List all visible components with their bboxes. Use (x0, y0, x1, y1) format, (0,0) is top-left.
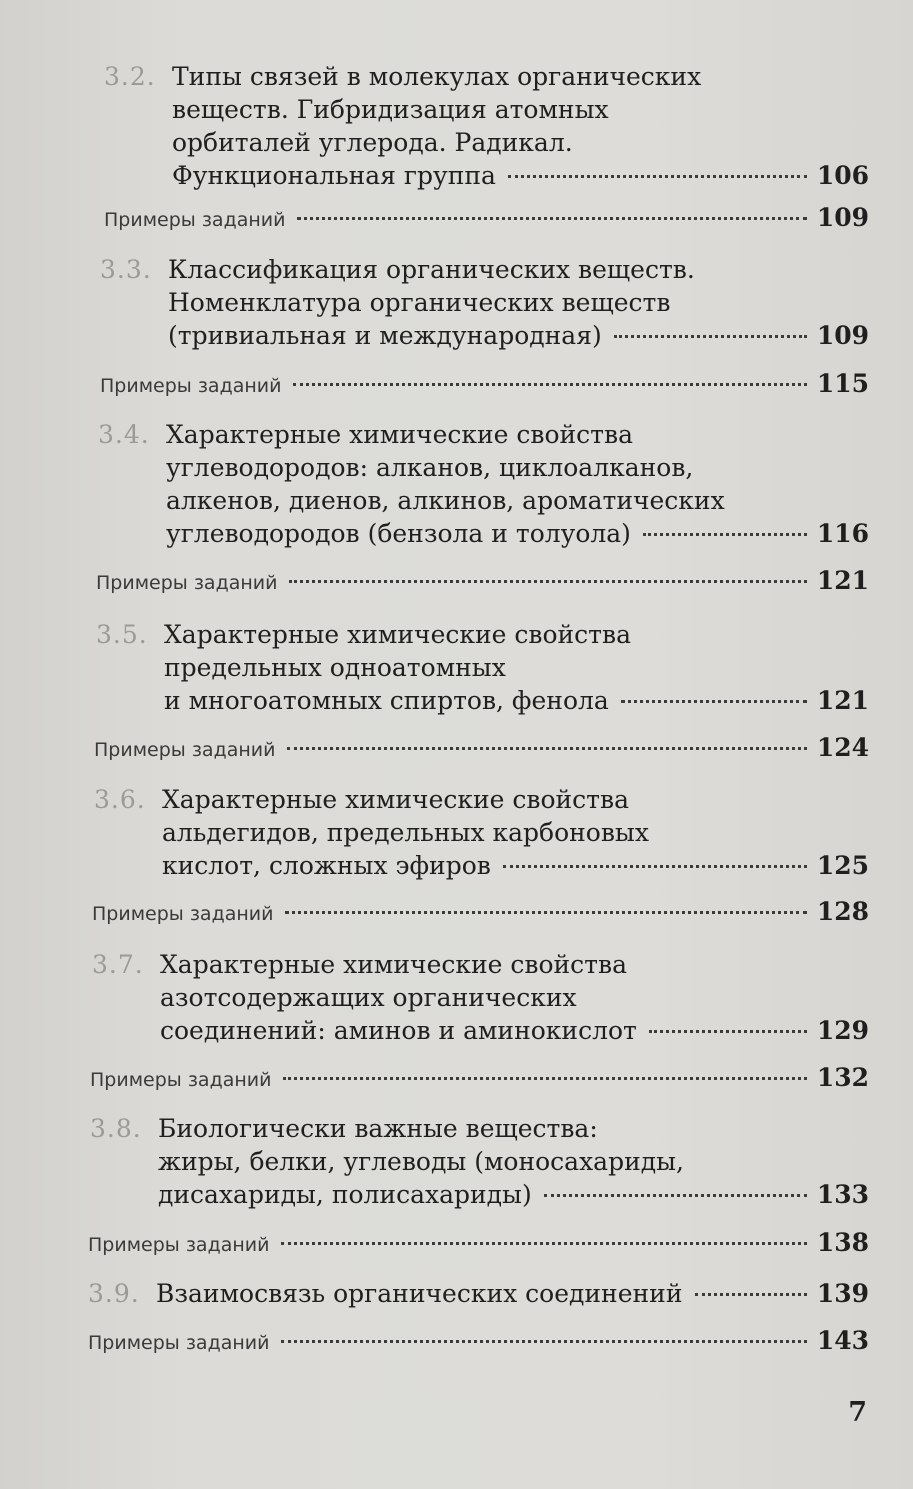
section-title-line: Характерные химические свойства (164, 620, 631, 649)
section-page-number: 133 (816, 1180, 869, 1209)
examples-label: Примеры заданий (90, 1069, 272, 1091)
dot-leader (287, 747, 806, 750)
examples-entry (94, 733, 869, 762)
examples-entry (92, 897, 869, 926)
section-title-line: орбиталей углерода. Радикал. (172, 128, 573, 157)
section-title-last-line (168, 319, 869, 353)
examples-label: Примеры заданий (94, 739, 276, 761)
dot-leader (281, 1242, 806, 1245)
section-number: 3.6. (94, 785, 146, 814)
section-title-last-line (172, 159, 869, 193)
examples-entry (88, 1326, 869, 1355)
examples-label: Примеры заданий (100, 375, 282, 397)
section-title-line: (тривиальная и международная) (168, 321, 602, 350)
section-number: 3.8. (90, 1114, 142, 1143)
section-title-line: Характерные химические свойства (166, 420, 633, 449)
section-title-line: Биологически важные вещества: (158, 1114, 598, 1143)
section-title-last-line (166, 517, 869, 551)
examples-label: Примеры заданий (88, 1332, 270, 1354)
section-number: 3.2. (104, 62, 156, 91)
dot-leader (643, 533, 807, 536)
examples-page-number: 128 (816, 897, 869, 926)
examples-label: Примеры заданий (104, 209, 286, 231)
section-page-number: 129 (816, 1016, 869, 1045)
section-page-number: 121 (816, 686, 869, 715)
section-title-line: алкенов, диенов, алкинов, ароматических (166, 486, 725, 515)
section-page-number: 125 (816, 851, 869, 880)
section-title-line: дисахариды, полисахариды) (158, 1180, 532, 1209)
dot-leader (297, 217, 806, 220)
dot-leader (621, 700, 807, 703)
section-title-line: Характерные химические свойства (160, 950, 627, 979)
section-title-last-line (160, 1014, 869, 1048)
section-title-line: азотсодержащих органических (160, 983, 577, 1012)
examples-label: Примеры заданий (92, 903, 274, 925)
section-number: 3.5. (96, 620, 148, 649)
section-title-last-line (164, 684, 869, 718)
section-title-line: Функциональная группа (172, 161, 496, 190)
dot-leader (293, 383, 806, 386)
examples-entry (104, 203, 869, 232)
section-title-line: Взаимосвязь органических соединений (156, 1279, 683, 1308)
examples-page-number: 143 (816, 1326, 869, 1355)
section-title-line: Классификация органических веществ. (168, 255, 695, 284)
section-title-line: углеводородов (бензола и толуола) (166, 519, 631, 548)
section-title-line: кислот, сложных эфиров (162, 851, 491, 880)
dot-leader (283, 1077, 806, 1080)
section-title-last-line (158, 1178, 869, 1212)
examples-page-number: 124 (816, 733, 869, 762)
section-title-line: альдегидов, предельных карбоновых (162, 818, 649, 847)
dot-leader (649, 1030, 807, 1033)
examples-entry (96, 566, 869, 595)
section-title-line: Типы связей в молекулах органических (172, 62, 702, 91)
section-title-line: соединений: аминов и аминокислот (160, 1016, 637, 1045)
dot-leader (544, 1194, 807, 1197)
section-title-last-line (162, 849, 869, 883)
section-title-line: жиры, белки, углеводы (моносахариды, (158, 1147, 684, 1176)
section-number: 3.7. (92, 950, 144, 979)
section-title-line: Номенклатура органических веществ (168, 288, 671, 317)
section-title-line: углеводородов: алканов, циклоалканов, (166, 453, 694, 482)
dot-leader (503, 865, 807, 868)
examples-page-number: 132 (816, 1063, 869, 1092)
section-number: 3.4. (98, 420, 150, 449)
examples-page-number: 121 (816, 566, 869, 595)
dot-leader (289, 580, 806, 583)
dot-leader (508, 175, 807, 178)
examples-entry (100, 369, 869, 398)
examples-page-number: 109 (816, 203, 869, 232)
examples-label: Примеры заданий (96, 572, 278, 594)
examples-page-number: 138 (816, 1228, 869, 1257)
section-page-number: 106 (816, 161, 869, 190)
section-page-number: 139 (816, 1279, 869, 1308)
section-page-number: 116 (816, 519, 869, 548)
dot-leader (614, 335, 807, 338)
section-title-line: веществ. Гибридизация атомных (172, 95, 609, 124)
section-page-number: 109 (816, 321, 869, 350)
dot-leader (281, 1340, 806, 1343)
section-title-line: и многоатомных спиртов, фенола (164, 686, 609, 715)
dot-leader (285, 911, 806, 914)
section-title-line: Характерные химические свойства (162, 785, 629, 814)
section-number: 3.3. (100, 255, 152, 284)
section-title-line: предельных одноатомных (164, 653, 506, 682)
section-title-last-line (156, 1277, 869, 1311)
examples-page-number: 115 (816, 369, 869, 398)
dot-leader (695, 1293, 807, 1296)
page-number: 7 (848, 1397, 867, 1428)
examples-entry (88, 1228, 869, 1257)
examples-label: Примеры заданий (88, 1234, 270, 1256)
examples-entry (90, 1063, 869, 1092)
section-number: 3.9. (88, 1279, 140, 1308)
